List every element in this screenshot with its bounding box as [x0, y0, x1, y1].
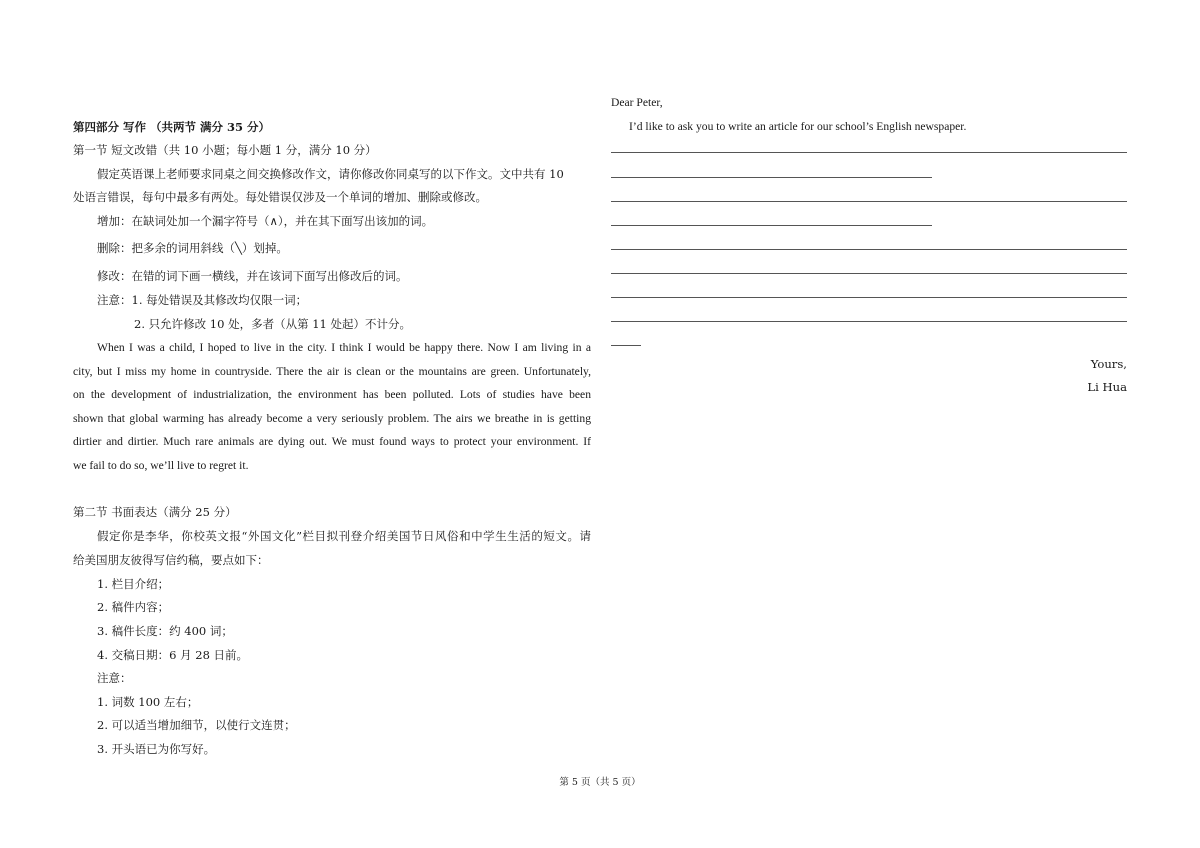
passage-line: city, but I miss my home in countryside. There the air is clean or the mountains are green. Unfortunately,: [73, 365, 591, 378]
section1-heading: 第一节 短文改错（共 10 小题；每小题 1 分，满分 10 分）: [73, 143, 377, 157]
answer-line[interactable]: [611, 297, 1127, 298]
notes-label: 注意：: [97, 671, 132, 685]
writing-point: 3. 稿件长度：约 400 词；: [97, 624, 233, 638]
note-item: 1. 词数 100 左右；: [97, 695, 199, 709]
page-number: 第 5 页（共 5 页）: [559, 777, 641, 788]
answer-line[interactable]: [611, 201, 1127, 202]
section1-instruction: 注意：1. 每处错误及其修改均仅限一词；: [97, 293, 308, 307]
answer-line[interactable]: [611, 177, 932, 178]
section2-heading: 第二节 书面表达（满分 25 分）: [73, 505, 237, 519]
answer-line[interactable]: [611, 152, 1127, 153]
note-item: 3. 开头语已为你写好。: [97, 742, 216, 756]
passage-line: on the development of industrialization, the environment has been polluted. Lots of studies have been: [73, 388, 591, 401]
section2-intro: 假定你是李华，你校英文报“外国文化”栏目拟刊登介绍美国节日风俗和中学生生活的短文。请: [97, 529, 591, 543]
part-title: 第四部分 写作 （共两节 满分 35 分）: [73, 120, 271, 134]
answer-line[interactable]: [611, 225, 932, 226]
section1-instruction: 假定英语课上老师要求同桌之间交换修改作文，请你修改你同桌写的以下作文。文中共有 10: [97, 167, 564, 181]
answer-line[interactable]: [611, 345, 641, 346]
writing-point: 1. 栏目介绍；: [97, 577, 170, 591]
letter-salutation: Dear Peter,: [611, 96, 663, 109]
section1-instruction: 删除：把多余的词用斜线（╲）划掉。: [97, 241, 288, 255]
passage-line: we fail to do so, we’ll live to regret it.: [73, 459, 249, 472]
passage-line: When I was a child, I hoped to live in the city. I think I would be happy there. Now I am living in a: [97, 341, 591, 354]
section1-instruction: 2. 只允许修改 10 处，多者（从第 11 处起）不计分。: [134, 317, 412, 331]
answer-line[interactable]: [611, 249, 1127, 250]
passage-line: shown that global warming has already become a very seriously problem. The airs we breathe in is getting: [73, 412, 591, 425]
letter-closing: Yours,: [1090, 357, 1127, 371]
letter-opening: I’d like to ask you to write an article for our school’s English newspaper.: [629, 120, 967, 133]
section1-instruction: 处语言错误，每句中最多有两处。每处错误仅涉及一个单词的增加、删除或修改。: [73, 190, 487, 204]
section1-instruction: 增加：在缺词处加一个漏字符号（∧），并在其下面写出该加的词。: [97, 214, 434, 228]
passage-line: dirtier and dirtier. Much rare animals are dying out. We must found ways to protect your environment. If: [73, 435, 591, 448]
section1-instruction: 修改：在错的词下画一横线，并在该词下面写出修改后的词。: [97, 269, 408, 283]
note-item: 2. 可以适当增加细节，以使行文连贯；: [97, 718, 296, 732]
section2-intro: 给美国朋友彼得写信约稿，要点如下：: [73, 553, 269, 567]
writing-point: 2. 稿件内容；: [97, 600, 170, 614]
answer-line[interactable]: [611, 273, 1127, 274]
letter-signature: Li Hua: [1087, 380, 1127, 394]
writing-point: 4. 交稿日期：6 月 28 日前。: [97, 648, 249, 662]
answer-line[interactable]: [611, 321, 1127, 322]
